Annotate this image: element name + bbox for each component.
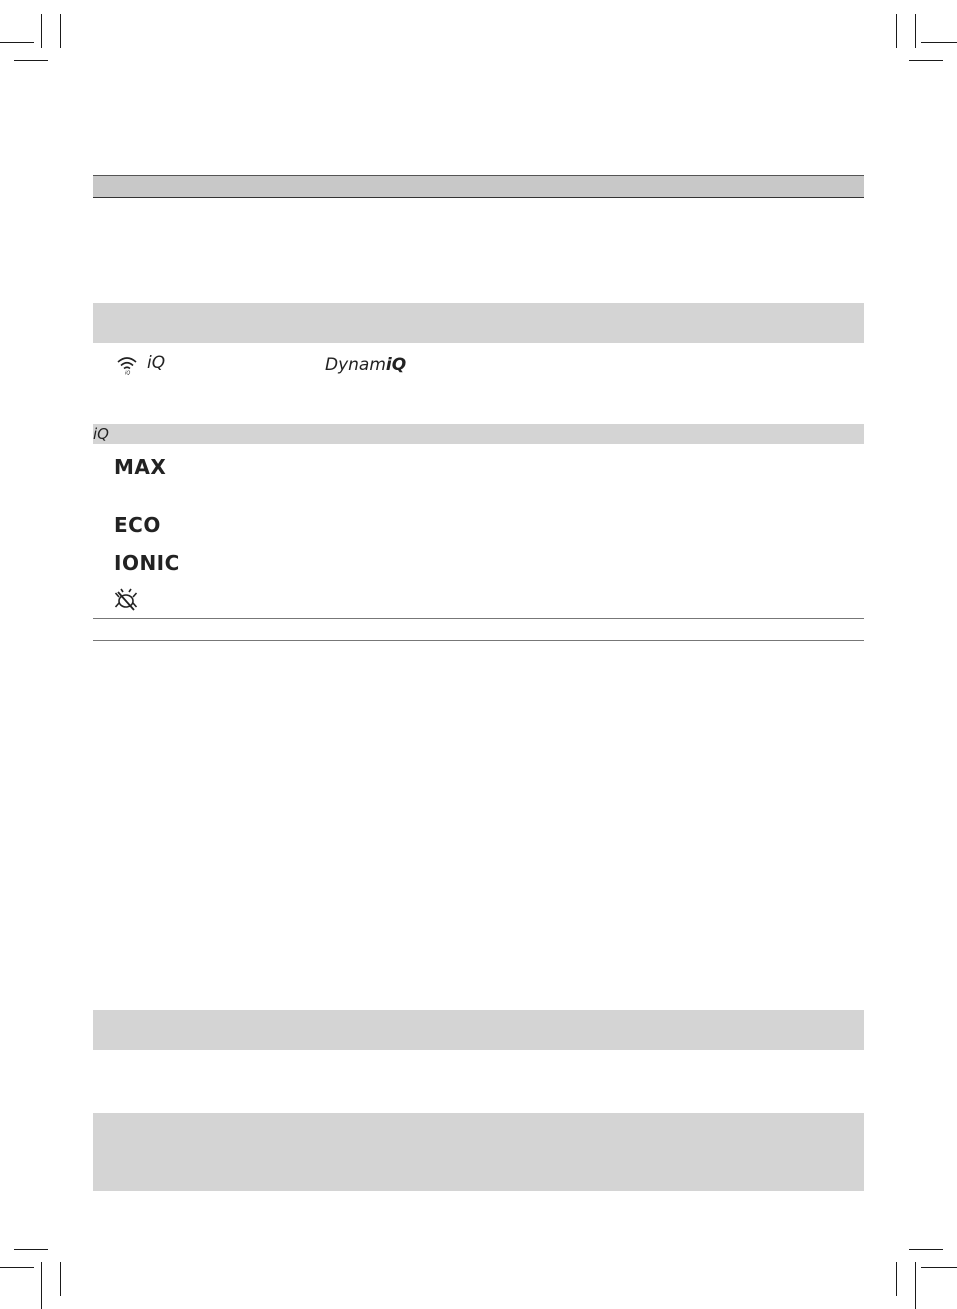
crop-mark-bl-v — [41, 1262, 42, 1309]
crop-mark-tl-h2 — [14, 60, 48, 61]
lower-band-1 — [93, 1010, 864, 1050]
crop-mark-bl-h2 — [14, 1249, 48, 1250]
mode-list-rule-1 — [93, 618, 864, 619]
crop-mark-tr-h2 — [909, 60, 943, 61]
crop-mark-bl-h — [0, 1267, 34, 1268]
product-name-prefix: Dynam — [325, 355, 386, 375]
crop-mark-tr-h — [921, 42, 957, 43]
mode-max-label: MAX — [114, 455, 167, 479]
title-rule-bottom — [93, 197, 864, 198]
crop-mark-tl-v — [41, 14, 42, 48]
wifi-iq-icon — [116, 355, 138, 375]
crop-mark-tr-v2 — [915, 14, 916, 48]
crop-mark-bl-v2 — [60, 1262, 61, 1296]
iq-band — [93, 424, 864, 444]
product-name-suffix: iQ — [385, 355, 407, 375]
crop-mark-tl-h — [0, 42, 34, 43]
crop-mark-br-h — [921, 1267, 957, 1268]
crop-mark-br-h2 — [909, 1249, 943, 1250]
lower-band-2 — [93, 1113, 864, 1191]
mode-eco-label: ECO — [114, 513, 161, 537]
title-band — [93, 176, 864, 197]
section-heading-band — [93, 303, 864, 343]
crop-mark-tl-v2 — [60, 14, 61, 48]
inline-iq-label: iQ — [147, 353, 166, 373]
svg-text:iQ: iQ — [125, 370, 131, 375]
crop-mark-br-v2 — [915, 1262, 916, 1309]
allergen-mite-icon — [114, 588, 138, 612]
crop-mark-br-v — [896, 1262, 897, 1296]
product-name — [325, 355, 406, 375]
crop-mark-tr-v — [896, 14, 897, 48]
iq-band-label: iQ — [93, 425, 109, 443]
mode-list-rule-2 — [93, 640, 864, 641]
mode-ionic-label: IONIC — [114, 551, 180, 575]
